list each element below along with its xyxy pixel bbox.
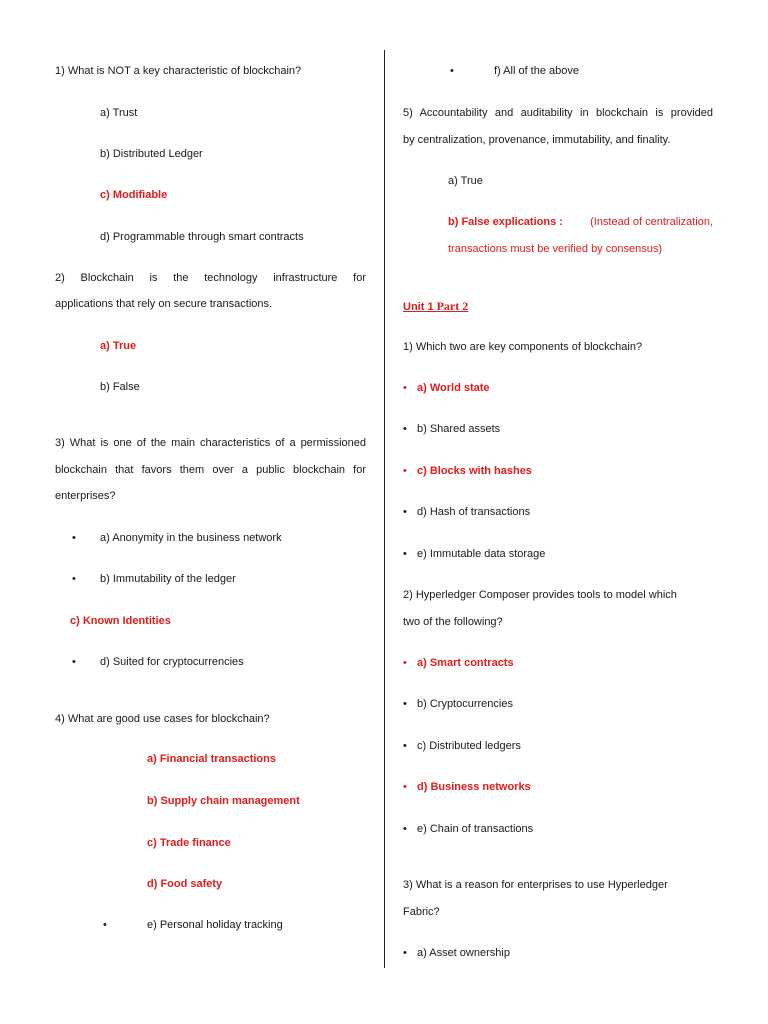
- bullet-icon: •: [72, 532, 76, 544]
- q5-question-line1: 5) Accountability and auditability in blockchain is provided: [403, 107, 713, 119]
- q1-option-a: a) Trust: [100, 107, 138, 119]
- q3-question-line3: enterprises?: [55, 490, 116, 502]
- bullet-icon: •: [403, 740, 407, 752]
- p2q1-option-c-answer: c) Blocks with hashes: [417, 465, 532, 477]
- section-heading: [403, 299, 468, 314]
- bullet-icon: •: [403, 382, 407, 394]
- q5-option-a: a) True: [448, 175, 483, 187]
- p2q3-question-line2: Fabric?: [403, 906, 440, 918]
- bullet-icon: •: [403, 423, 407, 435]
- q3-option-a: a) Anonymity in the business network: [100, 532, 282, 544]
- p2q1-question: 1) Which two are key components of blockchain?: [403, 341, 643, 353]
- q3-question-line1: 3) What is one of the main characteristics of a permissioned: [55, 437, 366, 449]
- q3-option-c-answer: c) Known Identities: [70, 615, 171, 627]
- q2-option-a-answer: a) True: [100, 340, 137, 352]
- q1-option-c-answer: c) Modifiable: [100, 189, 168, 201]
- p2q2-question-line1: 2) Hyperledger Composer provides tools to model which: [403, 589, 677, 601]
- q2-question-line2: applications that rely on secure transactions.: [55, 298, 273, 310]
- q5-explanation-line2: transactions must be verified by consensus): [448, 243, 662, 255]
- bullet-icon: •: [403, 465, 407, 477]
- p2q1-option-b: b) Shared assets: [417, 423, 501, 435]
- p2q2-option-c: c) Distributed ledgers: [417, 740, 521, 752]
- q4-option-c-answer: c) Trade finance: [147, 837, 231, 849]
- q3-question-line2: blockchain that favors them over a public blockchain for: [55, 464, 366, 476]
- q4-option-b-answer: b) Supply chain management: [147, 795, 300, 807]
- bullet-icon: •: [403, 698, 407, 710]
- p2q2-option-b: b) Cryptocurrencies: [417, 698, 513, 710]
- bullet-icon: •: [450, 65, 454, 77]
- bullet-icon: •: [403, 947, 407, 959]
- p2q1-option-e: e) Immutable data storage: [417, 548, 546, 560]
- bullet-icon: •: [403, 657, 407, 669]
- p2q2-option-d-answer: d) Business networks: [417, 781, 531, 793]
- q5-option-b-answer-row: [448, 215, 713, 229]
- p2q2-option-e: e) Chain of transactions: [417, 823, 534, 835]
- q4-option-e: e) Personal holiday tracking: [147, 919, 283, 931]
- q3-option-d: d) Suited for cryptocurrencies: [100, 656, 244, 668]
- q5-question-line2: by centralization, provenance, immutability, and finality.: [403, 134, 671, 146]
- heading-unit: Unit 1: [403, 301, 434, 313]
- column-divider: [384, 50, 385, 968]
- bullet-icon: •: [403, 781, 407, 793]
- q4-option-d-answer: d) Food safety: [147, 878, 223, 890]
- bullet-icon: •: [403, 823, 407, 835]
- q2-question-line1: 2) Blockchain is the technology infrastructure for: [55, 272, 366, 284]
- p2q3-question-line1: 3) What is a reason for enterprises to use Hyperledger: [403, 879, 668, 891]
- bullet-icon: •: [72, 656, 76, 668]
- heading-part: Part 2: [436, 299, 469, 313]
- q4-option-f: f) All of the above: [494, 65, 579, 77]
- q1-option-b: b) Distributed Ledger: [100, 148, 203, 160]
- p2q2-question-line2: two of the following?: [403, 616, 503, 628]
- p2q2-option-a-answer: a) Smart contracts: [417, 657, 514, 669]
- bullet-icon: •: [72, 573, 76, 585]
- bullet-icon: •: [403, 548, 407, 560]
- bullet-icon: •: [403, 506, 407, 518]
- q1-option-d: d) Programmable through smart contracts: [100, 231, 304, 243]
- q5-explanation-line1: (Instead of centralization,: [590, 216, 713, 228]
- q3-option-b: b) Immutability of the ledger: [100, 573, 236, 585]
- q4-option-a-answer: a) Financial transactions: [147, 753, 276, 765]
- q2-option-b: b) False: [100, 381, 140, 393]
- p2q1-option-a-answer: a) World state: [417, 382, 490, 394]
- q1-question: 1) What is NOT a key characteristic of blockchain?: [55, 65, 302, 77]
- q4-question: 4) What are good use cases for blockchain?: [55, 713, 270, 725]
- q5-option-b-answer: b) False explications :: [448, 216, 563, 228]
- p2q1-option-d: d) Hash of transactions: [417, 506, 531, 518]
- bullet-icon: •: [103, 919, 107, 931]
- p2q3-option-a: a) Asset ownership: [417, 947, 510, 959]
